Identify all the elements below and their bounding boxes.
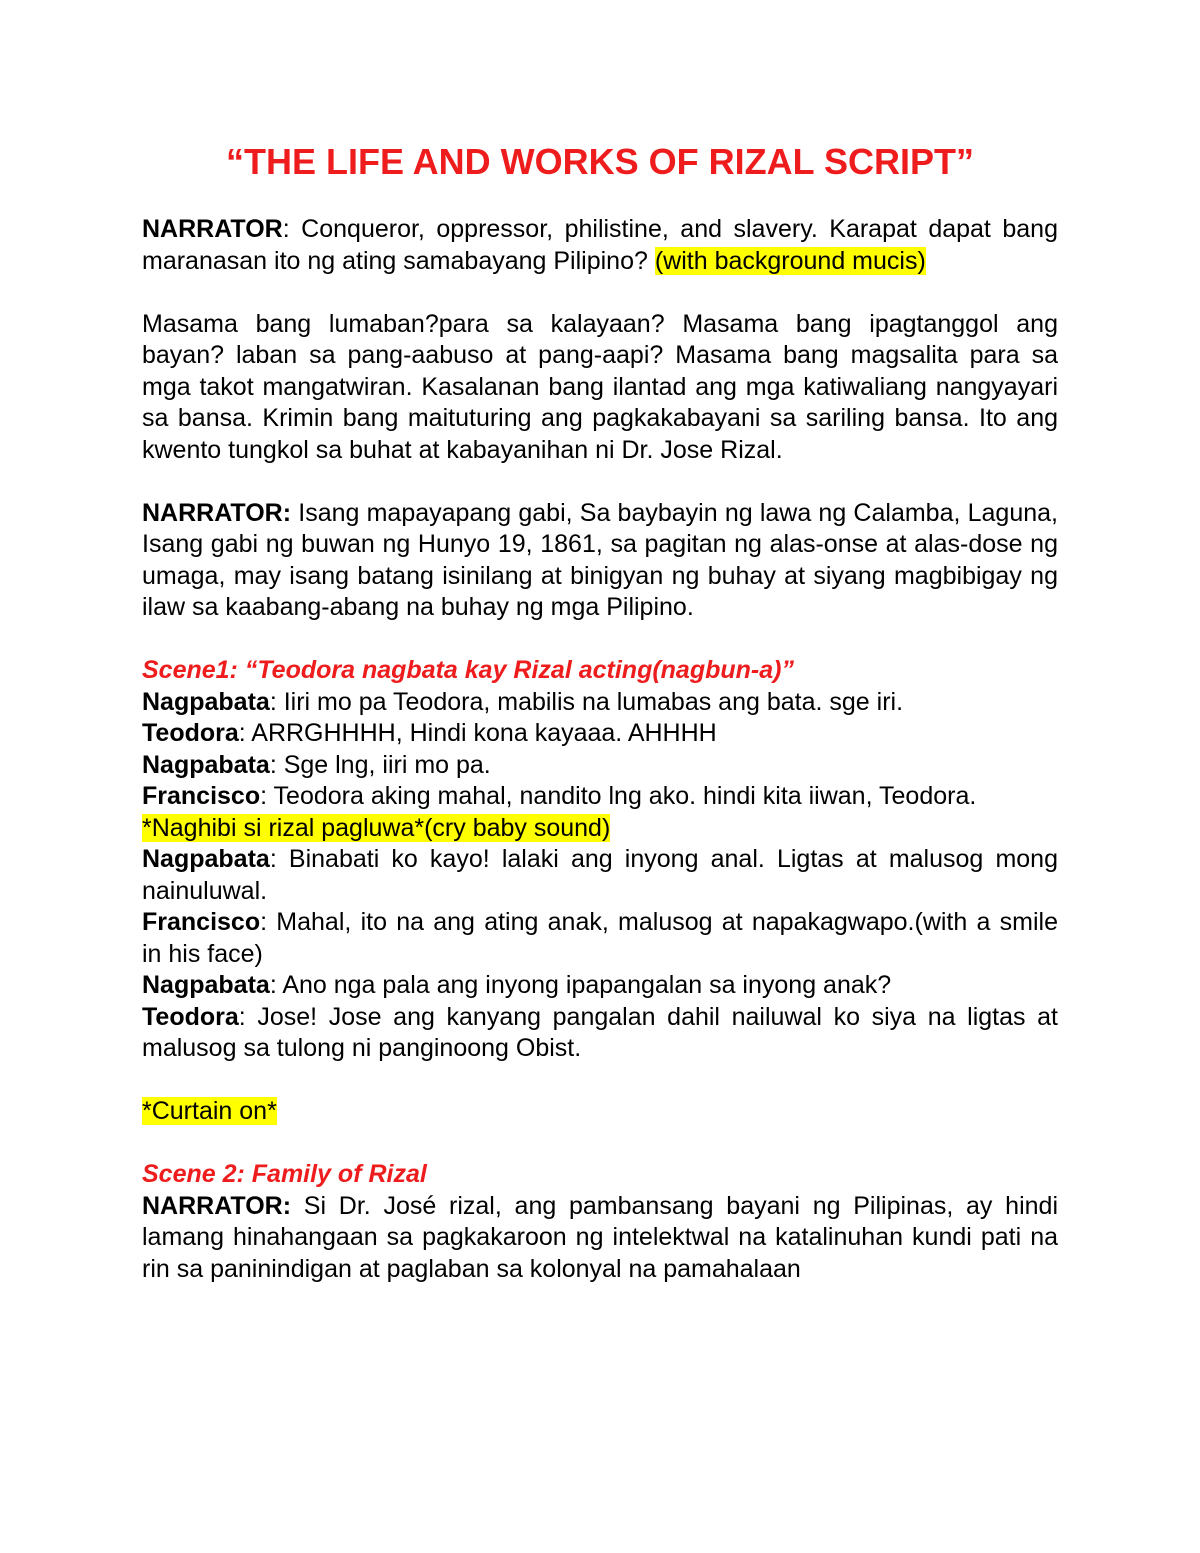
highlighted-stage-note: (with background mucis) <box>654 246 926 275</box>
scene2-text: Si Dr. José rizal, ang pambansang bayani ng Pilipinas, ay hindi lamang hinahangaan sa pagkakaroon ng intelektwal na katalinuhan kundi pati na rin sa paninindigan at paglaban sa kolonyal na pamahalaan <box>142 1191 1058 1283</box>
dialogue-text: : Sge lng, iiri mo pa. <box>269 750 491 779</box>
dialogue-line <box>142 844 1058 907</box>
highlighted-stage-direction: *Naghibi si rizal pagluwa*(cry baby sound) <box>142 813 611 842</box>
dialogue-line <box>142 718 1058 750</box>
dialogue-line <box>142 970 1058 1002</box>
narrator-paragraph <box>142 498 1058 624</box>
curtain-direction <box>142 1096 1058 1128</box>
document-title: “THE LIFE AND WORKS OF RIZAL SCRIPT” <box>226 141 974 182</box>
scene2-narration <box>142 1191 1058 1286</box>
spacer <box>142 277 1058 309</box>
speaker-label: NARRATOR: <box>142 1191 292 1220</box>
dialogue-line <box>142 781 1058 813</box>
spacer <box>142 1128 1058 1160</box>
dialogue-text: : ARRGHHHH, Hindi kona kayaaa. AHHHH <box>238 719 717 747</box>
speaker-label: Nagpabata <box>142 971 270 999</box>
speaker-label: Nagpabata <box>142 845 270 873</box>
dialogue-line <box>142 750 1058 782</box>
highlighted-curtain-note: *Curtain on* <box>142 1097 277 1125</box>
spacer <box>142 624 1058 656</box>
dialogue-line <box>142 687 1058 719</box>
dialogue-line <box>142 1002 1058 1065</box>
speaker-label: Francisco <box>142 908 261 936</box>
narration-paragraph: Masama bang lumaban?para sa kalayaan? Masama bang ipagtanggol ang bayan? laban sa pang-aabuso at pang-aapi? Masama bang magsalita para sa mga takot mangatwiran. Kasalanan bang ilantad ang mga katiwaliang nangyayari sa bansa. Krimin bang maituturing ang pagkakabayani sa sariling bansa. Ito ang kwento tungkol sa buhat at kabayanihan ni Dr. Jose Rizal. <box>142 309 1058 464</box>
dialogue-text: : Teodora aking mahal, nandito lng ako. hindi kita iiwan, Teodora. <box>260 782 977 810</box>
dialogue-text: : Iiri mo pa Teodora, mabilis na lumabas ang bata. sge iri. <box>269 687 904 716</box>
speaker-label: Nagpabata <box>142 687 270 716</box>
scene1-heading: Scene1: “Teodora nagbata kay Rizal acting(nagbun-a)” <box>142 656 794 684</box>
dialogue-text: : Mahal, ito na ang ating anak, malusog at napakagwapo.(with a smile in his face) <box>142 908 1058 968</box>
speaker-label: NARRATOR <box>142 215 283 243</box>
intro-paragraph <box>142 214 1058 277</box>
spacer <box>142 1065 1058 1097</box>
speaker-label: Francisco <box>142 782 261 810</box>
document-page <box>142 140 1058 1285</box>
speaker-label: NARRATOR: <box>142 498 292 527</box>
dialogue-text: : Ano nga pala ang inyong ipapangalan sa inyong anak? <box>269 971 892 999</box>
scene2-heading: Scene 2: Family of Rizal <box>142 1160 427 1188</box>
narrator-text: Isang mapayapang gabi, Sa baybayin ng lawa ng Calamba, Laguna, Isang gabi ng buwan ng Hunyo 19, 1861, sa pagitan ng alas-onse at alas-dose ng umaga, may isang batang isinilang at binigyan ng buhay at siyang magbibigay ng ilaw sa kaabang-abang na buhay ng mga Pilipino. <box>142 498 1058 621</box>
dialogue-text: : Binabati ko kayo! lalaki ang inyong anal. Ligtas at malusog mong nainuluwal. <box>142 845 1058 905</box>
spacer <box>142 466 1058 498</box>
dialogue-line <box>142 907 1058 970</box>
intro-text: : Conqueror, oppressor, philistine, and slavery. Karapat dapat bang maranasan ito ng ating samabayang Pilipino? <box>142 215 1058 275</box>
speaker-label: Nagpabata <box>142 750 270 779</box>
speaker-label: Teodora <box>142 1002 239 1031</box>
stage-direction <box>142 813 1058 845</box>
dialogue-text: : Jose! Jose ang kanyang pangalan dahil nailuwal ko siya na ligtas at malusog sa tulong ni panginoong Obist. <box>142 1002 1058 1062</box>
speaker-label: Teodora <box>142 719 239 747</box>
